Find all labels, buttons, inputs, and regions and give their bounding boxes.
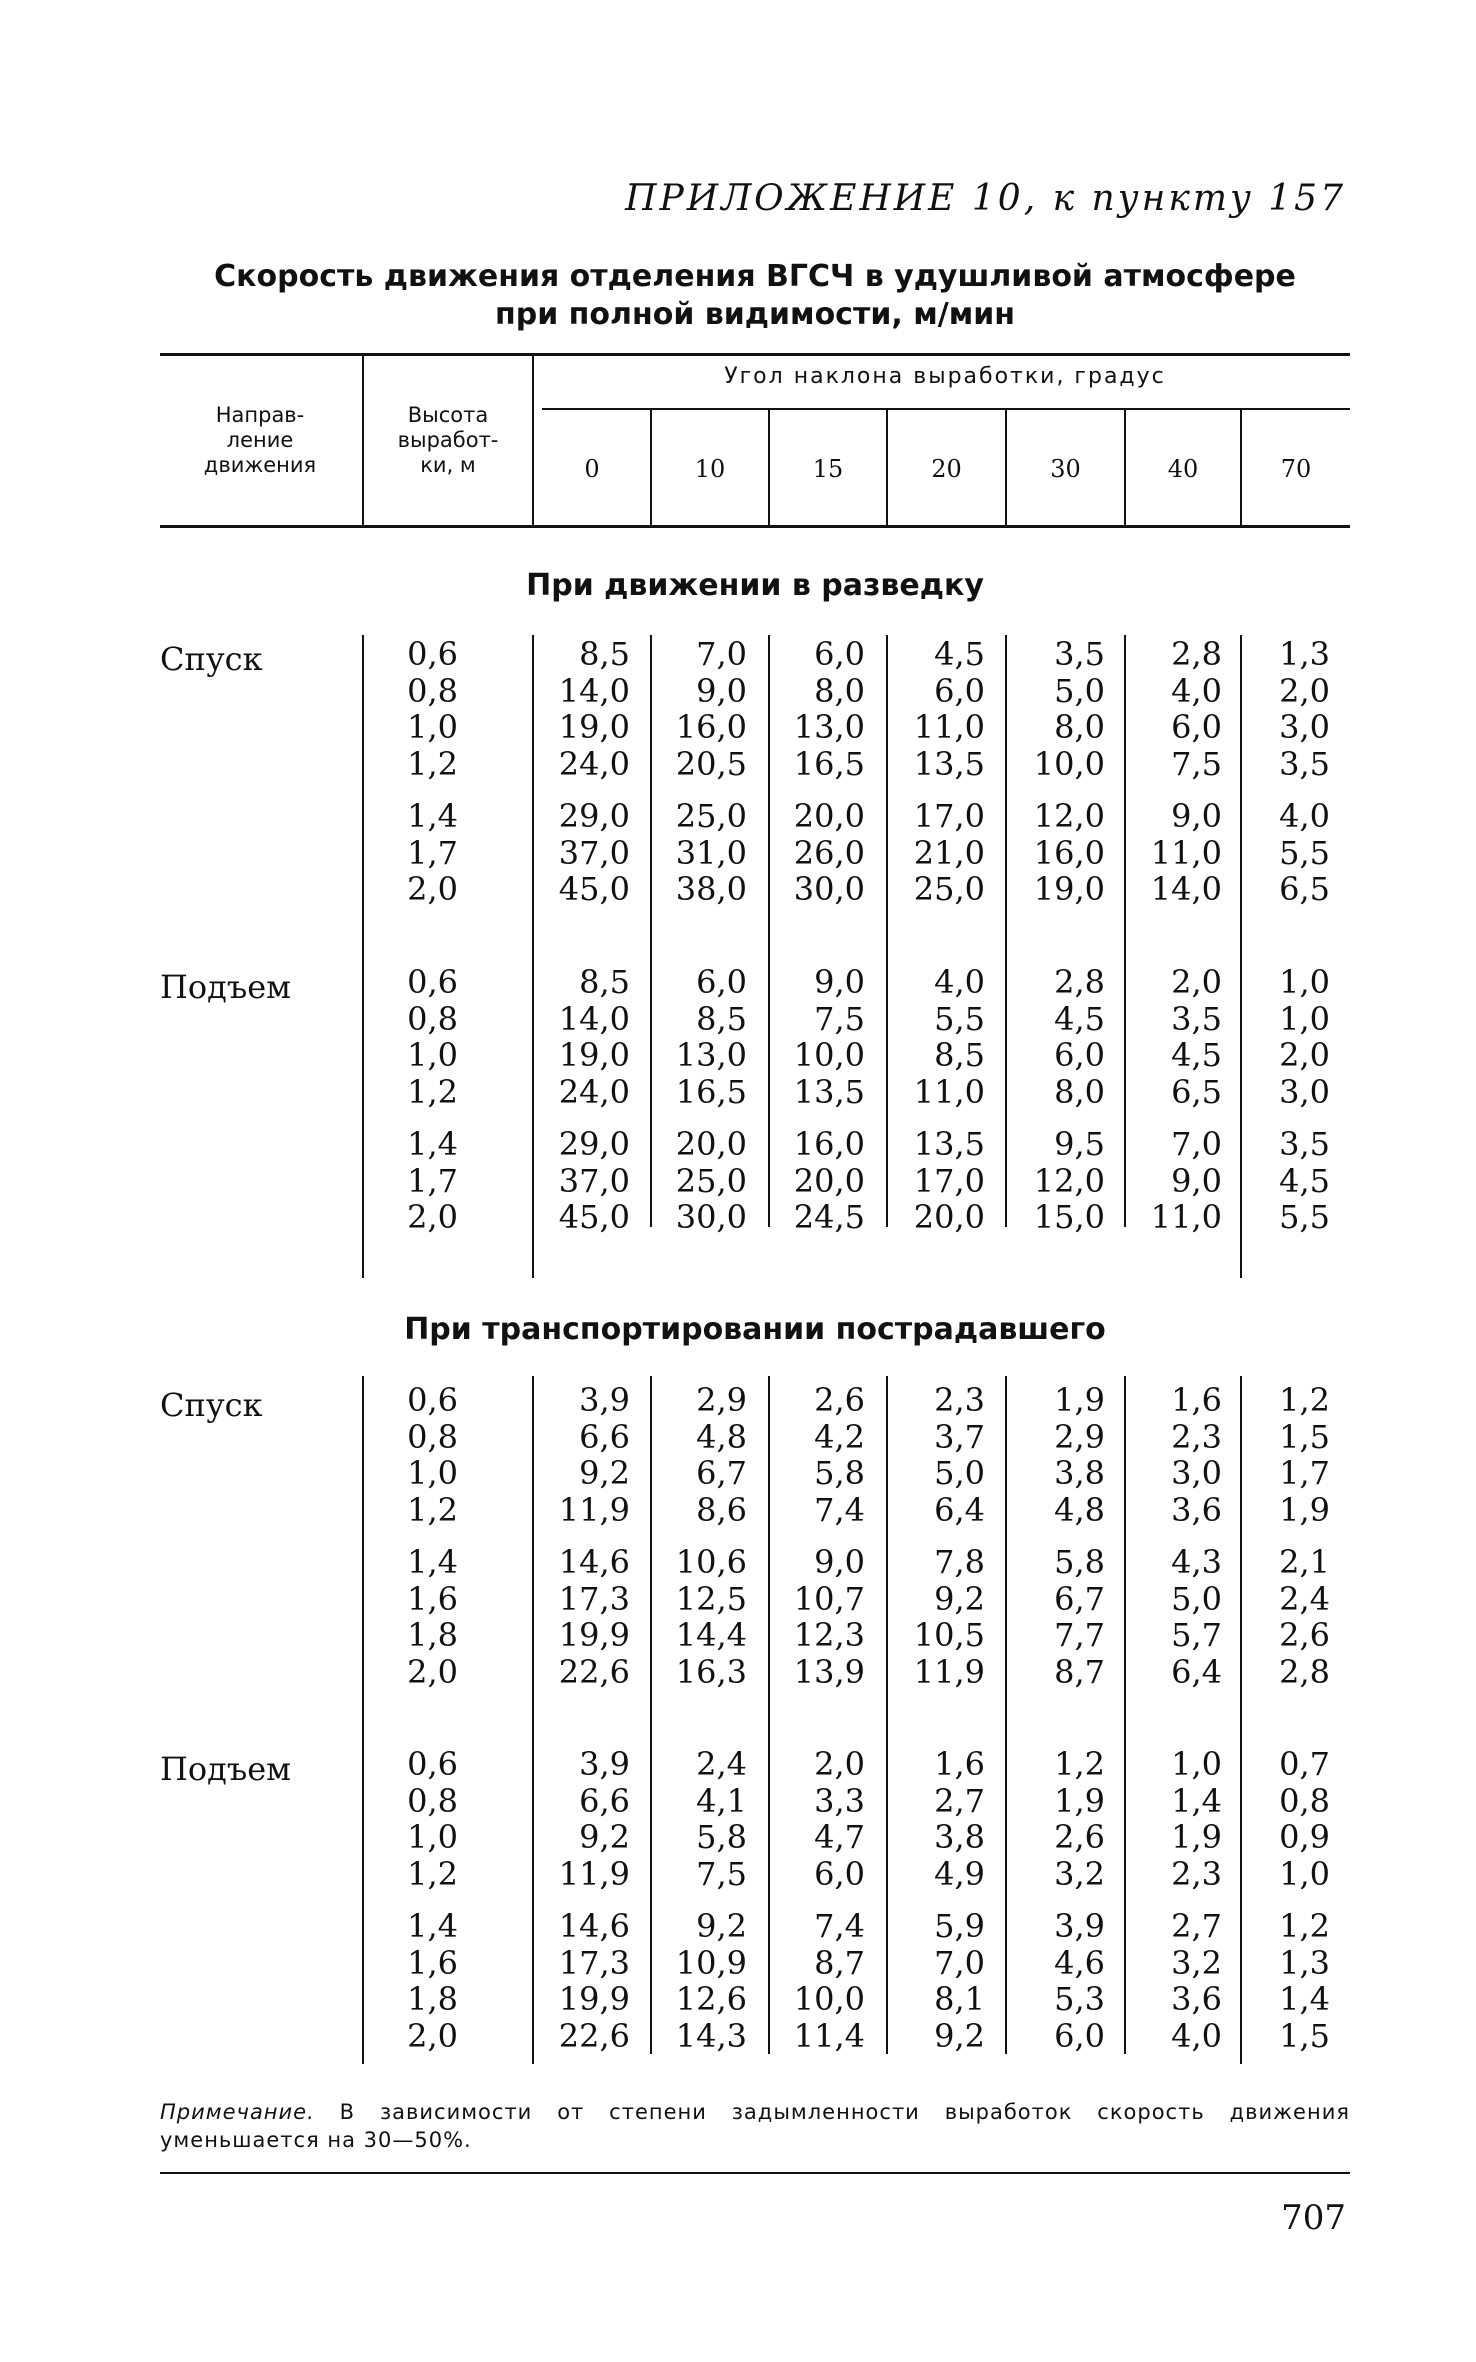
speed-cell: 9,0 — [696, 672, 747, 710]
speed-cell: 1,5 — [1279, 1418, 1330, 1456]
speed-cell: 7,5 — [814, 1000, 865, 1038]
speed-cell: 4,5 — [1171, 1036, 1222, 1074]
speed-cell: 8,6 — [696, 1491, 747, 1529]
speed-cell: 4,0 — [1171, 672, 1222, 710]
speed-cell: 2,0 — [1171, 963, 1222, 1001]
speed-cell: 8,5 — [934, 1036, 985, 1074]
speed-cell: 17,3 — [558, 1580, 630, 1618]
speed-cell: 7,0 — [934, 1944, 985, 1982]
direction-column-header: Направ- ление движения — [203, 403, 317, 477]
angle-header-10: 10 — [694, 455, 726, 483]
speed-cell: 1,0 — [1279, 963, 1330, 1001]
speed-cell: 25,0 — [675, 1162, 747, 1200]
height-cell: 1,6 — [407, 1944, 458, 1982]
speed-cell: 21,0 — [913, 834, 985, 872]
speed-cell: 17,0 — [913, 797, 985, 835]
speed-cell: 14,6 — [558, 1907, 630, 1945]
speed-cell: 25,0 — [913, 870, 985, 908]
speed-cell: 11,9 — [558, 1855, 630, 1893]
height-cell: 2,0 — [407, 1653, 458, 1691]
speed-cell: 2,7 — [1171, 1907, 1222, 1945]
speed-cell: 5,9 — [934, 1907, 985, 1945]
header-top-rule — [160, 353, 1350, 356]
footnote-label: Примечание. — [160, 2100, 315, 2124]
speed-cell: 3,7 — [934, 1418, 985, 1456]
speed-cell: 7,7 — [1054, 1616, 1105, 1654]
height-cell: 0,6 — [407, 635, 458, 673]
height-cell: 0,6 — [407, 1745, 458, 1783]
speed-cell: 2,9 — [696, 1381, 747, 1419]
speed-cell: 11,9 — [558, 1491, 630, 1529]
speed-cell: 3,3 — [814, 1782, 865, 1820]
speed-cell: 10,7 — [793, 1580, 865, 1618]
speed-cell: 9,2 — [579, 1454, 630, 1492]
speed-cell: 3,6 — [1171, 1980, 1222, 2018]
height-cell: 1,2 — [407, 745, 458, 783]
height-cell: 1,4 — [407, 1907, 458, 1945]
speed-cell: 9,2 — [934, 1580, 985, 1618]
speed-cell: 10,6 — [675, 1543, 747, 1581]
speed-cell: 9,2 — [934, 2017, 985, 2055]
speed-cell: 5,7 — [1171, 1616, 1222, 1654]
speed-cell: 29,0 — [558, 797, 630, 835]
speed-cell: 2,9 — [1054, 1418, 1105, 1456]
speed-cell: 6,7 — [1054, 1580, 1105, 1618]
height-cell: 1,8 — [407, 1616, 458, 1654]
speed-cell: 6,0 — [934, 672, 985, 710]
height-cell: 0,6 — [407, 1381, 458, 1419]
header-vline — [532, 356, 534, 525]
speed-cell: 12,0 — [1033, 1162, 1105, 1200]
angle-group-header: Угол наклона выработки, градус — [724, 364, 1166, 389]
footnote-text: В зависимости от степени задымленности выработок скорость движения уменьшается на 30—50%. — [160, 2100, 1350, 2152]
speed-cell: 14,4 — [675, 1616, 747, 1654]
speed-cell: 3,5 — [1279, 745, 1330, 783]
table-title-line2: при полной видимости, м/мин — [495, 297, 1015, 332]
angle-header-0: 0 — [584, 455, 600, 483]
speed-cell: 0,7 — [1279, 1745, 1330, 1783]
speed-cell: 14,0 — [558, 1000, 630, 1038]
angle-header-40: 40 — [1167, 455, 1199, 483]
speed-cell: 3,2 — [1171, 1944, 1222, 1982]
speed-cell: 1,0 — [1279, 1000, 1330, 1038]
speed-cell: 2,6 — [1279, 1616, 1330, 1654]
speed-cell: 1,0 — [1279, 1855, 1330, 1893]
speed-cell: 17,0 — [913, 1162, 985, 1200]
height-cell: 1,6 — [407, 1580, 458, 1618]
speed-cell: 1,6 — [934, 1745, 985, 1783]
speed-cell: 25,0 — [675, 797, 747, 835]
section-title-reconnaissance: При движении в разведку — [526, 568, 984, 603]
speed-cell: 13,0 — [675, 1036, 747, 1074]
angle-header-15: 15 — [812, 455, 844, 483]
speed-cell: 1,2 — [1279, 1907, 1330, 1945]
speed-cell: 1,7 — [1279, 1454, 1330, 1492]
height-cell: 1,2 — [407, 1855, 458, 1893]
speed-cell: 4,5 — [1279, 1162, 1330, 1200]
direction-label-descent: Спуск — [160, 640, 263, 678]
speed-cell: 9,0 — [1171, 1162, 1222, 1200]
speed-cell: 19,0 — [558, 708, 630, 746]
speed-cell: 9,0 — [1171, 797, 1222, 835]
height-column-header: Высота выработ- ки, м — [397, 403, 499, 477]
speed-cell: 31,0 — [675, 834, 747, 872]
speed-cell: 24,0 — [558, 1073, 630, 1111]
angle-header-20: 20 — [931, 455, 962, 483]
speed-cell: 8,5 — [696, 1000, 747, 1038]
speed-cell: 1,9 — [1054, 1782, 1105, 1820]
speed-cell: 5,0 — [1054, 672, 1105, 710]
appendix-reference: ПРИЛОЖЕНИЕ 10, к пункту 157 — [625, 178, 1346, 219]
speed-cell: 1,3 — [1279, 635, 1330, 673]
speed-cell: 2,4 — [696, 1745, 747, 1783]
speed-cell: 2,3 — [934, 1381, 985, 1419]
speed-cell: 20,0 — [913, 1198, 985, 1236]
height-cell: 1,7 — [407, 834, 458, 872]
height-cell: 1,2 — [407, 1491, 458, 1529]
header-bottom-rule — [160, 525, 1350, 528]
speed-cell: 5,5 — [1279, 834, 1330, 872]
speed-cell: 6,6 — [579, 1418, 630, 1456]
speed-cell: 14,6 — [558, 1543, 630, 1581]
speed-cell: 20,0 — [793, 1162, 865, 1200]
speed-cell: 1,6 — [1171, 1381, 1222, 1419]
height-cell: 0,8 — [407, 1000, 458, 1038]
speed-cell: 1,9 — [1171, 1818, 1222, 1856]
speed-cell: 10,0 — [1033, 745, 1105, 783]
height-cell: 1,7 — [407, 1162, 458, 1200]
speed-cell: 3,9 — [1054, 1907, 1105, 1945]
speed-cell: 16,5 — [675, 1073, 747, 1111]
speed-cell: 1,3 — [1279, 1944, 1330, 1982]
speed-cell: 16,0 — [675, 708, 747, 746]
speed-cell: 3,0 — [1279, 708, 1330, 746]
speed-cell: 2,6 — [1054, 1818, 1105, 1856]
speed-cell: 11,0 — [913, 708, 985, 746]
speed-cell: 1,4 — [1279, 1980, 1330, 2018]
speed-cell: 8,1 — [934, 1980, 985, 2018]
speed-cell: 14,0 — [558, 672, 630, 710]
speed-cell: 1,4 — [1171, 1782, 1222, 1820]
speed-cell: 7,0 — [1171, 1125, 1222, 1163]
speed-cell: 19,0 — [1033, 870, 1105, 908]
speed-cell: 3,9 — [579, 1381, 630, 1419]
speed-cell: 4,0 — [1171, 2017, 1222, 2055]
speed-cell: 37,0 — [558, 834, 630, 872]
speed-cell: 4,3 — [1171, 1543, 1222, 1581]
speed-cell: 1,2 — [1054, 1745, 1105, 1783]
speed-cell: 13,9 — [793, 1653, 865, 1691]
speed-cell: 0,9 — [1279, 1818, 1330, 1856]
speed-cell: 14,0 — [1150, 870, 1222, 908]
speed-cell: 1,9 — [1054, 1381, 1105, 1419]
height-cell: 1,4 — [407, 797, 458, 835]
speed-cell: 12,0 — [1033, 797, 1105, 835]
speed-cell: 3,0 — [1279, 1073, 1330, 1111]
speed-cell: 7,4 — [814, 1907, 865, 1945]
height-cell: 2,0 — [407, 2017, 458, 2055]
speed-cell: 8,0 — [1054, 1073, 1105, 1111]
speed-cell: 2,0 — [1279, 1036, 1330, 1074]
page-number: 707 — [1281, 2198, 1346, 2238]
speed-cell: 1,2 — [1279, 1381, 1330, 1419]
speed-cell: 30,0 — [793, 870, 865, 908]
height-cell: 0,8 — [407, 1418, 458, 1456]
speed-cell: 3,5 — [1279, 1125, 1330, 1163]
speed-cell: 8,0 — [1054, 708, 1105, 746]
speed-cell: 22,6 — [558, 2017, 630, 2055]
table-title-line1: Скорость движения отделения ВГСЧ в удушливой атмосфере — [214, 259, 1296, 294]
height-cell: 1,0 — [407, 1036, 458, 1074]
speed-cell: 3,8 — [934, 1818, 985, 1856]
speed-cell: 3,6 — [1171, 1491, 1222, 1529]
speed-cell: 29,0 — [558, 1125, 630, 1163]
speed-cell: 4,2 — [814, 1418, 865, 1456]
speed-cell: 6,0 — [1171, 708, 1222, 746]
speed-cell: 14,3 — [675, 2017, 747, 2055]
speed-cell: 6,0 — [1054, 1036, 1105, 1074]
speed-cell: 3,0 — [1171, 1454, 1222, 1492]
height-cell: 1,0 — [407, 1454, 458, 1492]
angle-header-70: 70 — [1280, 455, 1312, 483]
speed-cell: 45,0 — [558, 1198, 630, 1236]
speed-cell: 12,6 — [675, 1980, 747, 2018]
speed-cell: 24,5 — [793, 1198, 865, 1236]
speed-cell: 4,0 — [1279, 797, 1330, 835]
speed-cell: 6,4 — [934, 1491, 985, 1529]
speed-cell: 7,8 — [934, 1543, 985, 1581]
speed-cell: 6,6 — [579, 1782, 630, 1820]
speed-cell: 5,8 — [1054, 1543, 1105, 1581]
speed-cell: 22,6 — [558, 1653, 630, 1691]
speed-cell: 1,9 — [1279, 1491, 1330, 1529]
speed-cell: 0,8 — [1279, 1782, 1330, 1820]
speed-cell: 5,3 — [1054, 1980, 1105, 2018]
speed-cell: 24,0 — [558, 745, 630, 783]
speed-cell: 10,0 — [793, 1980, 865, 2018]
speed-cell: 9,0 — [814, 1543, 865, 1581]
speed-cell: 5,0 — [934, 1454, 985, 1492]
section-title-transport: При транспортировании пострадавшего — [404, 1312, 1106, 1347]
height-cell: 1,4 — [407, 1543, 458, 1581]
speed-cell: 4,1 — [696, 1782, 747, 1820]
direction-label-ascent: Подъем — [160, 1750, 292, 1788]
speed-cell: 4,5 — [934, 635, 985, 673]
speed-cell: 10,9 — [675, 1944, 747, 1982]
speed-cell: 16,3 — [675, 1653, 747, 1691]
height-cell: 0,8 — [407, 1782, 458, 1820]
speed-cell: 16,0 — [793, 1125, 865, 1163]
speed-cell: 2,8 — [1171, 635, 1222, 673]
speed-cell: 6,0 — [814, 635, 865, 673]
angle-group-rule — [542, 408, 1350, 410]
height-cell: 1,0 — [407, 708, 458, 746]
speed-cell: 1,0 — [1171, 1745, 1222, 1783]
speed-cell: 2,1 — [1279, 1543, 1330, 1581]
speed-cell: 8,7 — [1054, 1653, 1105, 1691]
speed-cell: 2,3 — [1171, 1418, 1222, 1456]
speed-cell: 2,0 — [1279, 672, 1330, 710]
speed-cell: 7,4 — [814, 1491, 865, 1529]
speed-cell: 2,7 — [934, 1782, 985, 1820]
speed-cell: 20,5 — [675, 745, 747, 783]
speed-cell: 6,0 — [814, 1855, 865, 1893]
speed-cell: 10,5 — [913, 1616, 985, 1654]
speed-cell: 3,9 — [579, 1745, 630, 1783]
speed-cell: 45,0 — [558, 870, 630, 908]
speed-cell: 2,6 — [814, 1381, 865, 1419]
speed-cell: 20,0 — [675, 1125, 747, 1163]
height-cell: 1,8 — [407, 1980, 458, 2018]
speed-cell: 9,5 — [1054, 1125, 1105, 1163]
footnote — [160, 2098, 1350, 2154]
speed-cell: 4,0 — [934, 963, 985, 1001]
speed-cell: 13,5 — [913, 1125, 985, 1163]
footer-rule — [160, 2172, 1350, 2174]
speed-cell: 15,0 — [1033, 1198, 1105, 1236]
speed-cell: 8,0 — [814, 672, 865, 710]
speed-cell: 13,0 — [793, 708, 865, 746]
speed-cell: 11,9 — [913, 1653, 985, 1691]
angle-header-30: 30 — [1050, 455, 1081, 483]
speed-cell: 38,0 — [675, 870, 747, 908]
speed-cell: 7,5 — [1171, 745, 1222, 783]
speed-cell: 19,9 — [558, 1616, 630, 1654]
direction-label-ascent: Подъем — [160, 968, 292, 1006]
speed-cell: 17,3 — [558, 1944, 630, 1982]
speed-cell: 9,0 — [814, 963, 865, 1001]
speed-cell: 26,0 — [793, 834, 865, 872]
speed-cell: 5,8 — [814, 1454, 865, 1492]
speed-cell: 4,9 — [934, 1855, 985, 1893]
height-cell: 0,8 — [407, 672, 458, 710]
speed-cell: 2,4 — [1279, 1580, 1330, 1618]
speed-cell: 20,0 — [793, 797, 865, 835]
speed-cell: 4,8 — [1054, 1491, 1105, 1529]
speed-cell: 13,5 — [913, 745, 985, 783]
speed-cell: 37,0 — [558, 1162, 630, 1200]
speed-cell: 6,0 — [1054, 2017, 1105, 2055]
height-cell: 2,0 — [407, 870, 458, 908]
speed-cell: 12,3 — [793, 1616, 865, 1654]
speed-cell: 5,8 — [696, 1818, 747, 1856]
speed-cell: 2,8 — [1279, 1653, 1330, 1691]
speed-cell: 7,5 — [696, 1855, 747, 1893]
speed-cell: 6,4 — [1171, 1653, 1222, 1691]
speed-cell: 16,5 — [793, 745, 865, 783]
speed-cell: 10,0 — [793, 1036, 865, 1074]
speed-cell: 11,4 — [793, 2017, 865, 2055]
speed-cell: 9,2 — [696, 1907, 747, 1945]
speed-cell: 11,0 — [1150, 834, 1222, 872]
height-cell: 1,2 — [407, 1073, 458, 1111]
speed-cell: 4,8 — [696, 1418, 747, 1456]
speed-cell: 8,5 — [579, 963, 630, 1001]
height-cell: 0,6 — [407, 963, 458, 1001]
speed-cell: 6,0 — [696, 963, 747, 1001]
speed-cell: 6,7 — [696, 1454, 747, 1492]
speed-cell: 13,5 — [793, 1073, 865, 1111]
speed-cell: 11,0 — [1150, 1198, 1222, 1236]
height-cell: 1,4 — [407, 1125, 458, 1163]
speed-cell: 3,5 — [1054, 635, 1105, 673]
speed-cell: 5,5 — [1279, 1198, 1330, 1236]
speed-cell: 1,5 — [1279, 2017, 1330, 2055]
speed-cell: 2,0 — [814, 1745, 865, 1783]
speed-cell: 4,5 — [1054, 1000, 1105, 1038]
height-cell: 2,0 — [407, 1198, 458, 1236]
speed-cell: 8,7 — [814, 1944, 865, 1982]
speed-cell: 3,8 — [1054, 1454, 1105, 1492]
speed-cell: 30,0 — [675, 1198, 747, 1236]
speed-cell: 3,5 — [1171, 1000, 1222, 1038]
speed-cell: 2,8 — [1054, 963, 1105, 1001]
speed-cell: 2,3 — [1171, 1855, 1222, 1893]
speed-cell: 4,6 — [1054, 1944, 1105, 1982]
speed-cell: 5,0 — [1171, 1580, 1222, 1618]
speed-cell: 6,5 — [1279, 870, 1330, 908]
speed-cell: 9,2 — [579, 1818, 630, 1856]
speed-cell: 4,7 — [814, 1818, 865, 1856]
speed-cell: 3,2 — [1054, 1855, 1105, 1893]
speed-cell: 16,0 — [1033, 834, 1105, 872]
speed-cell: 11,0 — [913, 1073, 985, 1111]
speed-cell: 7,0 — [696, 635, 747, 673]
speed-cell: 12,5 — [675, 1580, 747, 1618]
speed-cell: 6,5 — [1171, 1073, 1222, 1111]
speed-cell: 19,0 — [558, 1036, 630, 1074]
height-cell: 1,0 — [407, 1818, 458, 1856]
direction-label-descent: Спуск — [160, 1386, 263, 1424]
speed-cell: 19,9 — [558, 1980, 630, 2018]
speed-cell: 5,5 — [934, 1000, 985, 1038]
speed-cell: 8,5 — [579, 635, 630, 673]
